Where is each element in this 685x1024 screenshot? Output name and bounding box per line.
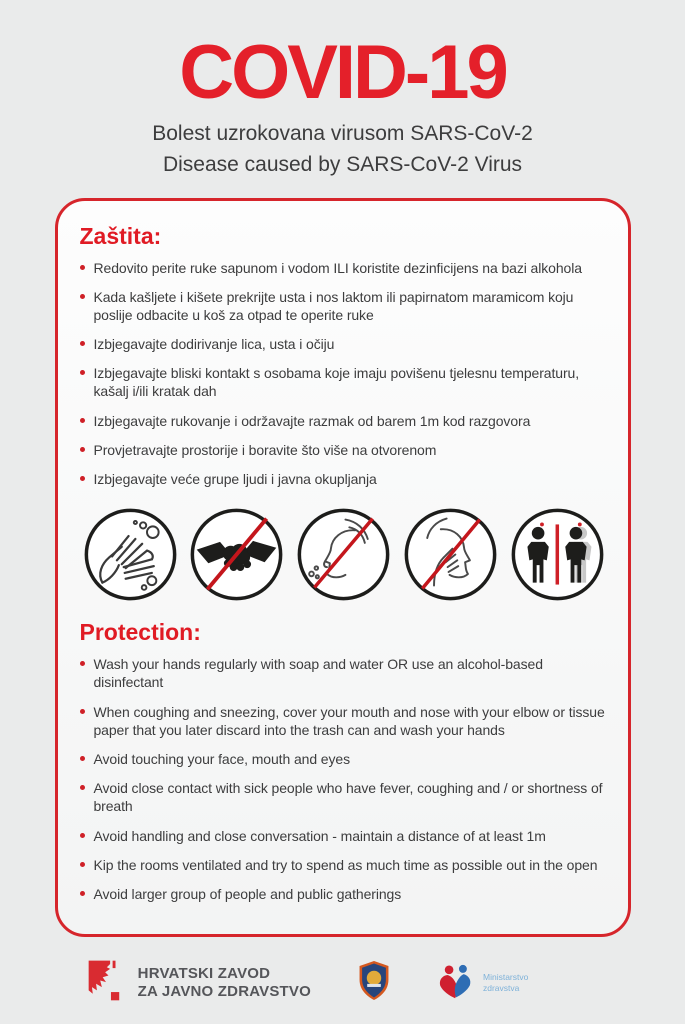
item-text: When coughing and sneezing, cover your mouth and nose with your elbow or tissue paper that you later discard into the trash can and wash your hands (93, 703, 605, 738)
list-item (80, 288, 608, 324)
bullet-icon (80, 833, 85, 838)
item-text: Avoid touching your face, mouth and eyes (93, 750, 350, 767)
ministry-heart-icon (437, 962, 475, 1005)
section-heading-croatian: Zaštita: (79, 222, 162, 249)
section-heading-english: Protection: (79, 619, 201, 646)
item-text: Redovito perite ruke sapunom i vodom ILI koristite dezinficijens na bazi alkohola (93, 259, 582, 276)
no-coughing-icon (295, 506, 392, 603)
ministry-name: Ministarstvo zdravstva (483, 972, 529, 994)
wash-hands-icon (82, 506, 179, 603)
item-text: Izbjegavajte rukovanje i održavajte razmak od barem 1m kod razgovora (93, 412, 531, 429)
list-item (80, 364, 608, 400)
keep-distance-icon (509, 506, 606, 603)
bullet-icon (80, 756, 85, 761)
pictogram-row (82, 506, 606, 603)
bullet-icon (80, 862, 85, 867)
list-item (80, 779, 608, 815)
bullet-icon (80, 341, 85, 346)
bullet-icon (80, 294, 85, 299)
no-handshake-icon (188, 506, 285, 603)
item-text: Wash your hands regularly with soap and water OR use an alcohol-based disinfectant (93, 656, 543, 691)
no-face-touching-icon (402, 506, 499, 603)
list-item (80, 856, 608, 874)
list-item (80, 885, 608, 903)
item-text: Avoid larger group of people and public gatherings (93, 885, 402, 902)
bullet-icon (80, 785, 85, 790)
protection-card (55, 198, 631, 938)
bullet-icon (80, 709, 85, 714)
list-item (80, 259, 608, 277)
list-item (80, 703, 608, 739)
ministry-of-health-logo-group (437, 962, 528, 1005)
hzjz-croatia-map-icon (87, 959, 125, 1007)
bullet-icon (80, 370, 85, 375)
bullet-icon (80, 265, 85, 270)
bullet-icon (80, 891, 85, 896)
poster-header (0, 0, 685, 181)
list-item (80, 441, 608, 459)
list-item (80, 335, 608, 353)
bullet-icon (80, 447, 85, 452)
bullet-list-croatian (80, 259, 608, 489)
list-item (80, 750, 608, 768)
item-text: Kada kašljete i kišete prekrijte usta i nos laktom ili papirnatom maramicom koju poslije odbacite u koš za otpad te operite ruke (93, 288, 574, 323)
item-text: Provjetravajte prostorije i boravite što više na otvorenom (93, 441, 437, 458)
list-item (80, 470, 608, 488)
item-text: Avoid handling and close conversation - maintain a distance of at least 1m (93, 827, 546, 844)
bullet-icon (80, 418, 85, 423)
civil-protection-badge-icon (357, 960, 391, 1006)
item-text: Izbjegavajte bliski kontakt s osobama koje imaju povišenu tjelesnu temperaturu, kašalj i/ili kratak dah (93, 365, 579, 400)
subtitle-english: Disease caused by SARS-CoV-2 Virus (162, 153, 523, 177)
subtitle-croatian: Bolest uzrokovana virusom SARS-CoV-2 (152, 121, 533, 145)
item-text: Izbjegavajte veće grupe ljudi i javna okupljanja (93, 471, 377, 488)
list-item (80, 655, 608, 691)
hzjz-logo-group (87, 959, 311, 1007)
list-item (80, 827, 608, 845)
hzjz-name: HRVATSKI ZAVOD ZA JAVNO ZDRAVSTVO (137, 965, 311, 1001)
poster-footer (0, 959, 650, 1007)
bullet-list-english (80, 655, 608, 903)
bullet-icon (80, 476, 85, 481)
item-text: Kip the rooms ventilated and try to spend as much time as possible out in the open (93, 856, 598, 873)
bullet-icon (80, 661, 85, 666)
list-item (80, 412, 608, 430)
page-title: COVID-19 (179, 30, 506, 115)
item-text: Izbjegavajte dodirivanje lica, usta i očiju (93, 336, 335, 353)
item-text: Avoid close contact with sick people who have fever, coughing and / or shortness of breath (93, 780, 603, 815)
